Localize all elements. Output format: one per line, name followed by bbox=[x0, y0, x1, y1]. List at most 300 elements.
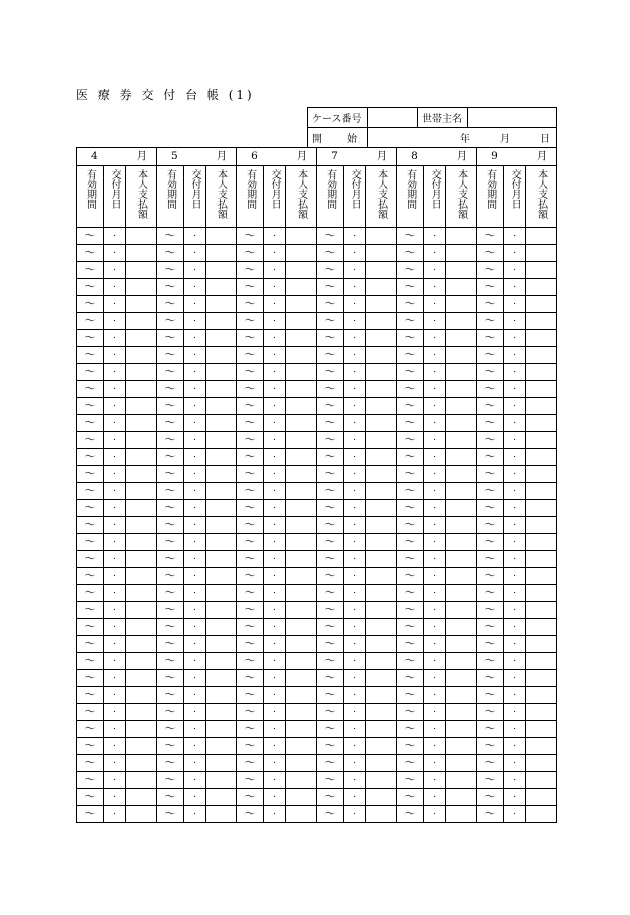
issue-date-cell[interactable] bbox=[264, 466, 286, 483]
validity-period-cell[interactable] bbox=[397, 398, 424, 415]
validity-period-cell[interactable] bbox=[77, 568, 104, 585]
validity-period-cell[interactable] bbox=[477, 262, 504, 279]
self-payment-cell[interactable] bbox=[206, 245, 237, 262]
issue-date-cell[interactable] bbox=[264, 755, 286, 772]
self-payment-cell[interactable] bbox=[206, 806, 237, 823]
self-payment-cell[interactable] bbox=[126, 313, 157, 330]
issue-date-cell[interactable] bbox=[104, 381, 126, 398]
self-payment-cell[interactable] bbox=[366, 687, 397, 704]
issue-date-cell[interactable] bbox=[344, 483, 366, 500]
self-payment-cell[interactable] bbox=[446, 636, 477, 653]
validity-period-cell[interactable] bbox=[157, 619, 184, 636]
self-payment-cell[interactable] bbox=[206, 398, 237, 415]
validity-period-cell[interactable] bbox=[477, 500, 504, 517]
issue-date-cell[interactable] bbox=[424, 534, 446, 551]
issue-date-cell[interactable] bbox=[344, 381, 366, 398]
self-payment-cell[interactable] bbox=[446, 364, 477, 381]
self-payment-cell[interactable] bbox=[126, 296, 157, 313]
issue-date-cell[interactable] bbox=[344, 568, 366, 585]
self-payment-cell[interactable] bbox=[126, 347, 157, 364]
self-payment-cell[interactable] bbox=[126, 534, 157, 551]
validity-period-cell[interactable] bbox=[397, 636, 424, 653]
validity-period-cell[interactable] bbox=[77, 517, 104, 534]
validity-period-cell[interactable] bbox=[237, 296, 264, 313]
self-payment-cell[interactable] bbox=[366, 619, 397, 636]
issue-date-cell[interactable] bbox=[504, 466, 526, 483]
validity-period-cell[interactable] bbox=[397, 483, 424, 500]
issue-date-cell[interactable] bbox=[344, 602, 366, 619]
self-payment-cell[interactable] bbox=[126, 483, 157, 500]
validity-period-cell[interactable] bbox=[77, 721, 104, 738]
validity-period-cell[interactable] bbox=[77, 670, 104, 687]
issue-date-cell[interactable] bbox=[344, 432, 366, 449]
issue-date-cell[interactable] bbox=[104, 449, 126, 466]
self-payment-cell[interactable] bbox=[446, 585, 477, 602]
validity-period-cell[interactable] bbox=[157, 483, 184, 500]
validity-period-cell[interactable] bbox=[397, 789, 424, 806]
validity-period-cell[interactable] bbox=[77, 636, 104, 653]
validity-period-cell[interactable] bbox=[237, 398, 264, 415]
validity-period-cell[interactable] bbox=[397, 381, 424, 398]
issue-date-cell[interactable] bbox=[184, 483, 206, 500]
self-payment-cell[interactable] bbox=[206, 279, 237, 296]
case-number-field[interactable] bbox=[368, 108, 418, 128]
issue-date-cell[interactable] bbox=[184, 772, 206, 789]
validity-period-cell[interactable] bbox=[237, 534, 264, 551]
validity-period-cell[interactable] bbox=[157, 670, 184, 687]
self-payment-cell[interactable] bbox=[446, 262, 477, 279]
self-payment-cell[interactable] bbox=[126, 704, 157, 721]
issue-date-cell[interactable] bbox=[504, 330, 526, 347]
validity-period-cell[interactable] bbox=[237, 279, 264, 296]
self-payment-cell[interactable] bbox=[206, 619, 237, 636]
validity-period-cell[interactable] bbox=[477, 466, 504, 483]
self-payment-cell[interactable] bbox=[446, 347, 477, 364]
self-payment-cell[interactable] bbox=[446, 432, 477, 449]
validity-period-cell[interactable] bbox=[397, 721, 424, 738]
validity-period-cell[interactable] bbox=[77, 534, 104, 551]
self-payment-cell[interactable] bbox=[526, 449, 557, 466]
validity-period-cell[interactable] bbox=[157, 806, 184, 823]
validity-period-cell[interactable] bbox=[237, 721, 264, 738]
issue-date-cell[interactable] bbox=[184, 602, 206, 619]
validity-period-cell[interactable] bbox=[317, 245, 344, 262]
self-payment-cell[interactable] bbox=[366, 653, 397, 670]
validity-period-cell[interactable] bbox=[317, 568, 344, 585]
validity-period-cell[interactable] bbox=[237, 704, 264, 721]
validity-period-cell[interactable] bbox=[157, 653, 184, 670]
self-payment-cell[interactable] bbox=[126, 585, 157, 602]
self-payment-cell[interactable] bbox=[126, 738, 157, 755]
issue-date-cell[interactable] bbox=[424, 789, 446, 806]
self-payment-cell[interactable] bbox=[206, 704, 237, 721]
validity-period-cell[interactable] bbox=[477, 245, 504, 262]
self-payment-cell[interactable] bbox=[206, 789, 237, 806]
issue-date-cell[interactable] bbox=[504, 687, 526, 704]
self-payment-cell[interactable] bbox=[206, 738, 237, 755]
validity-period-cell[interactable] bbox=[77, 738, 104, 755]
self-payment-cell[interactable] bbox=[286, 483, 317, 500]
issue-date-cell[interactable] bbox=[504, 585, 526, 602]
issue-date-cell[interactable] bbox=[424, 687, 446, 704]
self-payment-cell[interactable] bbox=[126, 432, 157, 449]
self-payment-cell[interactable] bbox=[526, 653, 557, 670]
validity-period-cell[interactable] bbox=[317, 772, 344, 789]
validity-period-cell[interactable] bbox=[397, 568, 424, 585]
issue-date-cell[interactable] bbox=[184, 568, 206, 585]
issue-date-cell[interactable] bbox=[184, 262, 206, 279]
self-payment-cell[interactable] bbox=[366, 364, 397, 381]
issue-date-cell[interactable] bbox=[424, 364, 446, 381]
self-payment-cell[interactable] bbox=[126, 602, 157, 619]
issue-date-cell[interactable] bbox=[344, 517, 366, 534]
issue-date-cell[interactable] bbox=[184, 381, 206, 398]
self-payment-cell[interactable] bbox=[526, 228, 557, 245]
issue-date-cell[interactable] bbox=[184, 313, 206, 330]
validity-period-cell[interactable] bbox=[237, 432, 264, 449]
self-payment-cell[interactable] bbox=[526, 347, 557, 364]
issue-date-cell[interactable] bbox=[264, 619, 286, 636]
issue-date-cell[interactable] bbox=[504, 653, 526, 670]
validity-period-cell[interactable] bbox=[157, 279, 184, 296]
validity-period-cell[interactable] bbox=[77, 772, 104, 789]
validity-period-cell[interactable] bbox=[157, 449, 184, 466]
validity-period-cell[interactable] bbox=[477, 296, 504, 313]
validity-period-cell[interactable] bbox=[77, 806, 104, 823]
validity-period-cell[interactable] bbox=[317, 636, 344, 653]
self-payment-cell[interactable] bbox=[126, 789, 157, 806]
issue-date-cell[interactable] bbox=[184, 279, 206, 296]
issue-date-cell[interactable] bbox=[424, 670, 446, 687]
validity-period-cell[interactable] bbox=[317, 398, 344, 415]
issue-date-cell[interactable] bbox=[344, 398, 366, 415]
issue-date-cell[interactable] bbox=[264, 585, 286, 602]
validity-period-cell[interactable] bbox=[397, 279, 424, 296]
issue-date-cell[interactable] bbox=[344, 585, 366, 602]
validity-period-cell[interactable] bbox=[157, 364, 184, 381]
issue-date-cell[interactable] bbox=[424, 517, 446, 534]
validity-period-cell[interactable] bbox=[397, 517, 424, 534]
validity-period-cell[interactable] bbox=[237, 687, 264, 704]
validity-period-cell[interactable] bbox=[77, 755, 104, 772]
validity-period-cell[interactable] bbox=[317, 517, 344, 534]
self-payment-cell[interactable] bbox=[366, 449, 397, 466]
validity-period-cell[interactable] bbox=[397, 687, 424, 704]
validity-period-cell[interactable] bbox=[397, 772, 424, 789]
self-payment-cell[interactable] bbox=[366, 500, 397, 517]
validity-period-cell[interactable] bbox=[397, 466, 424, 483]
validity-period-cell[interactable] bbox=[397, 738, 424, 755]
validity-period-cell[interactable] bbox=[477, 228, 504, 245]
issue-date-cell[interactable] bbox=[504, 398, 526, 415]
validity-period-cell[interactable] bbox=[77, 619, 104, 636]
validity-period-cell[interactable] bbox=[397, 262, 424, 279]
validity-period-cell[interactable] bbox=[157, 245, 184, 262]
self-payment-cell[interactable] bbox=[126, 568, 157, 585]
self-payment-cell[interactable] bbox=[446, 789, 477, 806]
validity-period-cell[interactable] bbox=[397, 806, 424, 823]
self-payment-cell[interactable] bbox=[366, 772, 397, 789]
self-payment-cell[interactable] bbox=[286, 806, 317, 823]
issue-date-cell[interactable] bbox=[264, 347, 286, 364]
self-payment-cell[interactable] bbox=[446, 772, 477, 789]
self-payment-cell[interactable] bbox=[286, 330, 317, 347]
self-payment-cell[interactable] bbox=[286, 262, 317, 279]
self-payment-cell[interactable] bbox=[366, 721, 397, 738]
validity-period-cell[interactable] bbox=[237, 619, 264, 636]
self-payment-cell[interactable] bbox=[446, 296, 477, 313]
issue-date-cell[interactable] bbox=[344, 534, 366, 551]
self-payment-cell[interactable] bbox=[126, 670, 157, 687]
validity-period-cell[interactable] bbox=[477, 364, 504, 381]
issue-date-cell[interactable] bbox=[184, 670, 206, 687]
issue-date-cell[interactable] bbox=[104, 806, 126, 823]
self-payment-cell[interactable] bbox=[366, 279, 397, 296]
issue-date-cell[interactable] bbox=[264, 381, 286, 398]
issue-date-cell[interactable] bbox=[424, 704, 446, 721]
issue-date-cell[interactable] bbox=[344, 721, 366, 738]
validity-period-cell[interactable] bbox=[77, 313, 104, 330]
self-payment-cell[interactable] bbox=[366, 466, 397, 483]
self-payment-cell[interactable] bbox=[286, 619, 317, 636]
issue-date-cell[interactable] bbox=[104, 279, 126, 296]
self-payment-cell[interactable] bbox=[206, 449, 237, 466]
issue-date-cell[interactable] bbox=[264, 313, 286, 330]
validity-period-cell[interactable] bbox=[397, 653, 424, 670]
validity-period-cell[interactable] bbox=[317, 653, 344, 670]
validity-period-cell[interactable] bbox=[237, 262, 264, 279]
validity-period-cell[interactable] bbox=[477, 704, 504, 721]
validity-period-cell[interactable] bbox=[317, 364, 344, 381]
self-payment-cell[interactable] bbox=[126, 381, 157, 398]
issue-date-cell[interactable] bbox=[344, 636, 366, 653]
validity-period-cell[interactable] bbox=[237, 789, 264, 806]
self-payment-cell[interactable] bbox=[126, 330, 157, 347]
issue-date-cell[interactable] bbox=[184, 347, 206, 364]
self-payment-cell[interactable] bbox=[286, 704, 317, 721]
self-payment-cell[interactable] bbox=[526, 806, 557, 823]
self-payment-cell[interactable] bbox=[206, 262, 237, 279]
validity-period-cell[interactable] bbox=[477, 653, 504, 670]
self-payment-cell[interactable] bbox=[286, 738, 317, 755]
self-payment-cell[interactable] bbox=[206, 551, 237, 568]
validity-period-cell[interactable] bbox=[157, 262, 184, 279]
self-payment-cell[interactable] bbox=[526, 687, 557, 704]
validity-period-cell[interactable] bbox=[317, 466, 344, 483]
validity-period-cell[interactable] bbox=[317, 296, 344, 313]
self-payment-cell[interactable] bbox=[526, 738, 557, 755]
issue-date-cell[interactable] bbox=[504, 704, 526, 721]
issue-date-cell[interactable] bbox=[424, 619, 446, 636]
validity-period-cell[interactable] bbox=[157, 296, 184, 313]
issue-date-cell[interactable] bbox=[504, 228, 526, 245]
validity-period-cell[interactable] bbox=[237, 228, 264, 245]
validity-period-cell[interactable] bbox=[157, 347, 184, 364]
validity-period-cell[interactable] bbox=[77, 364, 104, 381]
issue-date-cell[interactable] bbox=[104, 517, 126, 534]
self-payment-cell[interactable] bbox=[206, 228, 237, 245]
self-payment-cell[interactable] bbox=[126, 517, 157, 534]
self-payment-cell[interactable] bbox=[366, 313, 397, 330]
issue-date-cell[interactable] bbox=[504, 500, 526, 517]
issue-date-cell[interactable] bbox=[184, 585, 206, 602]
issue-date-cell[interactable] bbox=[184, 296, 206, 313]
self-payment-cell[interactable] bbox=[206, 568, 237, 585]
validity-period-cell[interactable] bbox=[317, 602, 344, 619]
validity-period-cell[interactable] bbox=[237, 313, 264, 330]
issue-date-cell[interactable] bbox=[184, 228, 206, 245]
validity-period-cell[interactable] bbox=[237, 347, 264, 364]
self-payment-cell[interactable] bbox=[206, 381, 237, 398]
self-payment-cell[interactable] bbox=[126, 551, 157, 568]
issue-date-cell[interactable] bbox=[184, 738, 206, 755]
validity-period-cell[interactable] bbox=[157, 330, 184, 347]
validity-period-cell[interactable] bbox=[477, 517, 504, 534]
self-payment-cell[interactable] bbox=[526, 296, 557, 313]
validity-period-cell[interactable] bbox=[397, 432, 424, 449]
self-payment-cell[interactable] bbox=[446, 381, 477, 398]
self-payment-cell[interactable] bbox=[206, 687, 237, 704]
self-payment-cell[interactable] bbox=[366, 670, 397, 687]
self-payment-cell[interactable] bbox=[366, 415, 397, 432]
validity-period-cell[interactable] bbox=[397, 670, 424, 687]
self-payment-cell[interactable] bbox=[526, 534, 557, 551]
validity-period-cell[interactable] bbox=[477, 789, 504, 806]
self-payment-cell[interactable] bbox=[366, 262, 397, 279]
self-payment-cell[interactable] bbox=[206, 364, 237, 381]
validity-period-cell[interactable] bbox=[237, 449, 264, 466]
issue-date-cell[interactable] bbox=[264, 602, 286, 619]
self-payment-cell[interactable] bbox=[286, 602, 317, 619]
self-payment-cell[interactable] bbox=[126, 449, 157, 466]
validity-period-cell[interactable] bbox=[477, 398, 504, 415]
issue-date-cell[interactable] bbox=[504, 296, 526, 313]
issue-date-cell[interactable] bbox=[344, 687, 366, 704]
self-payment-cell[interactable] bbox=[206, 483, 237, 500]
self-payment-cell[interactable] bbox=[446, 517, 477, 534]
self-payment-cell[interactable] bbox=[446, 330, 477, 347]
validity-period-cell[interactable] bbox=[397, 364, 424, 381]
self-payment-cell[interactable] bbox=[526, 670, 557, 687]
issue-date-cell[interactable] bbox=[504, 568, 526, 585]
issue-date-cell[interactable] bbox=[344, 755, 366, 772]
self-payment-cell[interactable] bbox=[126, 772, 157, 789]
self-payment-cell[interactable] bbox=[206, 585, 237, 602]
issue-date-cell[interactable] bbox=[184, 704, 206, 721]
self-payment-cell[interactable] bbox=[526, 772, 557, 789]
validity-period-cell[interactable] bbox=[77, 466, 104, 483]
issue-date-cell[interactable] bbox=[504, 347, 526, 364]
issue-date-cell[interactable] bbox=[424, 738, 446, 755]
self-payment-cell[interactable] bbox=[526, 262, 557, 279]
self-payment-cell[interactable] bbox=[366, 347, 397, 364]
self-payment-cell[interactable] bbox=[446, 602, 477, 619]
issue-date-cell[interactable] bbox=[184, 415, 206, 432]
issue-date-cell[interactable] bbox=[264, 772, 286, 789]
validity-period-cell[interactable] bbox=[237, 415, 264, 432]
self-payment-cell[interactable] bbox=[126, 619, 157, 636]
self-payment-cell[interactable] bbox=[286, 381, 317, 398]
issue-date-cell[interactable] bbox=[264, 806, 286, 823]
validity-period-cell[interactable] bbox=[397, 347, 424, 364]
issue-date-cell[interactable] bbox=[104, 721, 126, 738]
issue-date-cell[interactable] bbox=[504, 721, 526, 738]
validity-period-cell[interactable] bbox=[157, 755, 184, 772]
issue-date-cell[interactable] bbox=[504, 364, 526, 381]
issue-date-cell[interactable] bbox=[264, 364, 286, 381]
self-payment-cell[interactable] bbox=[206, 500, 237, 517]
self-payment-cell[interactable] bbox=[366, 789, 397, 806]
self-payment-cell[interactable] bbox=[126, 636, 157, 653]
self-payment-cell[interactable] bbox=[286, 347, 317, 364]
self-payment-cell[interactable] bbox=[286, 466, 317, 483]
self-payment-cell[interactable] bbox=[526, 517, 557, 534]
self-payment-cell[interactable] bbox=[126, 687, 157, 704]
issue-date-cell[interactable] bbox=[104, 670, 126, 687]
validity-period-cell[interactable] bbox=[157, 534, 184, 551]
self-payment-cell[interactable] bbox=[286, 534, 317, 551]
self-payment-cell[interactable] bbox=[126, 415, 157, 432]
self-payment-cell[interactable] bbox=[206, 755, 237, 772]
issue-date-cell[interactable] bbox=[104, 466, 126, 483]
issue-date-cell[interactable] bbox=[344, 262, 366, 279]
self-payment-cell[interactable] bbox=[366, 483, 397, 500]
self-payment-cell[interactable] bbox=[366, 330, 397, 347]
self-payment-cell[interactable] bbox=[366, 755, 397, 772]
self-payment-cell[interactable] bbox=[126, 466, 157, 483]
validity-period-cell[interactable] bbox=[397, 602, 424, 619]
self-payment-cell[interactable] bbox=[526, 313, 557, 330]
validity-period-cell[interactable] bbox=[157, 772, 184, 789]
validity-period-cell[interactable] bbox=[157, 687, 184, 704]
issue-date-cell[interactable] bbox=[264, 415, 286, 432]
self-payment-cell[interactable] bbox=[206, 347, 237, 364]
validity-period-cell[interactable] bbox=[477, 585, 504, 602]
self-payment-cell[interactable] bbox=[526, 568, 557, 585]
self-payment-cell[interactable] bbox=[126, 228, 157, 245]
validity-period-cell[interactable] bbox=[77, 449, 104, 466]
issue-date-cell[interactable] bbox=[184, 789, 206, 806]
issue-date-cell[interactable] bbox=[104, 636, 126, 653]
issue-date-cell[interactable] bbox=[424, 415, 446, 432]
self-payment-cell[interactable] bbox=[126, 653, 157, 670]
issue-date-cell[interactable] bbox=[344, 670, 366, 687]
issue-date-cell[interactable] bbox=[264, 653, 286, 670]
issue-date-cell[interactable] bbox=[104, 738, 126, 755]
validity-period-cell[interactable] bbox=[77, 347, 104, 364]
issue-date-cell[interactable] bbox=[424, 279, 446, 296]
issue-date-cell[interactable] bbox=[104, 500, 126, 517]
self-payment-cell[interactable] bbox=[206, 296, 237, 313]
self-payment-cell[interactable] bbox=[446, 500, 477, 517]
self-payment-cell[interactable] bbox=[126, 755, 157, 772]
issue-date-cell[interactable] bbox=[344, 279, 366, 296]
validity-period-cell[interactable] bbox=[477, 279, 504, 296]
issue-date-cell[interactable] bbox=[344, 466, 366, 483]
issue-date-cell[interactable] bbox=[504, 517, 526, 534]
validity-period-cell[interactable] bbox=[317, 347, 344, 364]
self-payment-cell[interactable] bbox=[366, 381, 397, 398]
validity-period-cell[interactable] bbox=[317, 432, 344, 449]
issue-date-cell[interactable] bbox=[104, 568, 126, 585]
issue-date-cell[interactable] bbox=[424, 245, 446, 262]
self-payment-cell[interactable] bbox=[526, 602, 557, 619]
self-payment-cell[interactable] bbox=[526, 704, 557, 721]
validity-period-cell[interactable] bbox=[397, 551, 424, 568]
self-payment-cell[interactable] bbox=[366, 398, 397, 415]
issue-date-cell[interactable] bbox=[104, 398, 126, 415]
self-payment-cell[interactable] bbox=[286, 687, 317, 704]
